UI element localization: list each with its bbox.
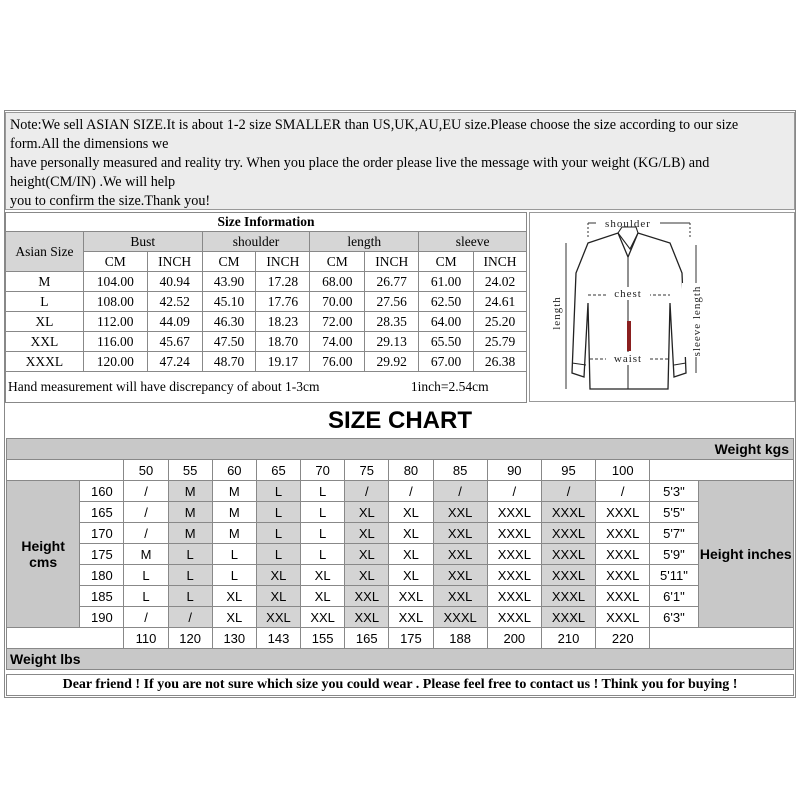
size-label: XXXL (6, 352, 84, 372)
height-inch-value: 5'3" (650, 481, 698, 502)
height-cm-value: 175 (80, 544, 124, 565)
size-cell: XXXL (487, 544, 541, 565)
size-label: L (6, 292, 84, 312)
weight-kg-header: 65 (256, 460, 300, 481)
size-cell: XXL (389, 586, 433, 607)
size-cell: XL (301, 565, 345, 586)
size-label: XL (6, 312, 84, 332)
measurement-value: 29.92 (365, 352, 419, 372)
weight-kg-header: 95 (541, 460, 595, 481)
size-cell: XL (345, 502, 389, 523)
size-cell: XXXL (596, 607, 650, 628)
measurement-value: 45.10 (202, 292, 256, 312)
height-cm-value: 165 (80, 502, 124, 523)
size-label: M (6, 272, 84, 292)
size-cell: XXL (433, 523, 487, 544)
size-cell: XXL (389, 607, 433, 628)
size-info-footnote (6, 372, 527, 403)
size-cell: XL (212, 607, 256, 628)
size-cell: L (301, 544, 345, 565)
group-header-sleeve: sleeve (419, 232, 527, 252)
measurement-value: 68.00 (310, 272, 365, 292)
measurement-value: 18.70 (256, 332, 310, 352)
unit-header: INCH (256, 252, 310, 272)
weight-kg-header: 85 (433, 460, 487, 481)
weight-kg-header: 90 (487, 460, 541, 481)
unit-header: INCH (147, 252, 202, 272)
size-cell: M (168, 502, 212, 523)
size-cell: L (301, 523, 345, 544)
size-cell: XXXL (541, 607, 595, 628)
group-header-shoulder: shoulder (202, 232, 310, 252)
size-chart-row (7, 565, 794, 586)
weight-kg-header: 100 (596, 460, 650, 481)
measurement-value: 45.67 (147, 332, 202, 352)
inch-conversion: 1inch=2.54cm (410, 379, 489, 394)
size-cell: XXXL (487, 502, 541, 523)
measurement-value: 25.79 (474, 332, 527, 352)
size-cell: XXXL (541, 586, 595, 607)
size-cell: L (301, 481, 345, 502)
group-header-length: length (310, 232, 419, 252)
note-line-1: Note:We sell ASIAN SIZE.It is about 1-2 size SMALLER than US,UK,AU,EU size.Please choose the size according to our size form.All the dimensions we (10, 117, 739, 152)
group-header-bust: Bust (83, 232, 202, 252)
size-cell: XL (389, 565, 433, 586)
size-cell: XXXL (487, 565, 541, 586)
size-cell: XXL (256, 607, 300, 628)
size-cell: XXXL (433, 607, 487, 628)
size-info-row (6, 352, 527, 372)
size-cell: / (168, 607, 212, 628)
height-cm-value: 160 (80, 481, 124, 502)
note-line-2: have personally measured and reality try. When you place the order please live the message with your weight (KG/LB) and height(CM/IN) .We will help (10, 155, 710, 190)
size-cell: L (212, 544, 256, 565)
height-cm-value: 190 (80, 607, 124, 628)
size-cell: L (168, 544, 212, 565)
height-inch-value: 5'9" (650, 544, 698, 565)
size-cell: / (124, 481, 168, 502)
size-cell: M (212, 523, 256, 544)
size-info-row (6, 292, 527, 312)
size-cell: L (256, 502, 300, 523)
weight-kgs-label: Weight kgs (7, 439, 794, 460)
size-cell: XL (256, 565, 300, 586)
size-cell: XXXL (487, 607, 541, 628)
asian-size-header: Asian Size (6, 232, 84, 272)
size-cell: XXXL (596, 523, 650, 544)
size-cell: L (256, 544, 300, 565)
size-cell: / (124, 523, 168, 544)
weight-lb-header: 165 (345, 628, 389, 649)
measurement-value: 112.00 (83, 312, 147, 332)
measurement-value: 24.61 (474, 292, 527, 312)
weight-lb-header: 110 (124, 628, 168, 649)
shirt-diagram-svg (530, 213, 794, 401)
size-cell: XL (345, 565, 389, 586)
size-chart-row (7, 544, 794, 565)
weight-kg-header: 75 (345, 460, 389, 481)
size-cell: XL (389, 502, 433, 523)
measurement-value: 108.00 (83, 292, 147, 312)
height-inch-value: 5'7" (650, 523, 698, 544)
weight-lbs-label: Weight lbs (7, 649, 794, 670)
size-cell: L (212, 565, 256, 586)
size-chart-row (7, 481, 794, 502)
size-cell: XXXL (596, 544, 650, 565)
size-chart-row (7, 523, 794, 544)
measurement-value: 28.35 (365, 312, 419, 332)
size-cell: M (168, 481, 212, 502)
size-info-row (6, 332, 527, 352)
size-info-row (6, 272, 527, 292)
measurement-value: 42.52 (147, 292, 202, 312)
size-chart-title: SIZE CHART (328, 407, 472, 434)
size-cell: XXXL (596, 502, 650, 523)
measurement-value: 64.00 (419, 312, 474, 332)
measurement-value: 18.23 (256, 312, 310, 332)
measurement-value: 29.13 (365, 332, 419, 352)
size-cell: L (168, 565, 212, 586)
measurement-value: 104.00 (83, 272, 147, 292)
size-cell: XL (212, 586, 256, 607)
unit-header: INCH (365, 252, 419, 272)
size-chart-row (7, 586, 794, 607)
size-cell: M (212, 502, 256, 523)
size-cell: / (124, 502, 168, 523)
size-cell: XXXL (487, 586, 541, 607)
lbs-row-spacer-right (650, 628, 794, 649)
measurement-value: 27.56 (365, 292, 419, 312)
size-cell: / (433, 481, 487, 502)
measurement-value: 48.70 (202, 352, 256, 372)
size-cell: / (124, 607, 168, 628)
size-cell: M (124, 544, 168, 565)
weight-kg-header: 60 (212, 460, 256, 481)
height-cm-value: 180 (80, 565, 124, 586)
size-label: XXL (6, 332, 84, 352)
size-cell: L (256, 523, 300, 544)
size-cell: XXL (301, 607, 345, 628)
measurement-value: 19.17 (256, 352, 310, 372)
size-chart-row (7, 502, 794, 523)
size-cell: XXL (433, 502, 487, 523)
size-cell: XXXL (596, 565, 650, 586)
size-cell: XXL (433, 565, 487, 586)
chest-label: chest (614, 288, 642, 300)
height-cms-label: Height cms (7, 481, 80, 628)
measurement-value: 116.00 (83, 332, 147, 352)
size-cell: XXL (433, 544, 487, 565)
measurement-value: 25.20 (474, 312, 527, 332)
weight-lb-header: 220 (596, 628, 650, 649)
height-cm-value: 185 (80, 586, 124, 607)
size-cell: L (301, 502, 345, 523)
height-inch-value: 5'5" (650, 502, 698, 523)
size-chart-row (7, 607, 794, 628)
size-cell: XXL (433, 586, 487, 607)
measurement-value: 17.76 (256, 292, 310, 312)
measurement-value: 43.90 (202, 272, 256, 292)
weight-kg-header: 50 (124, 460, 168, 481)
size-cell: XXXL (541, 502, 595, 523)
size-cell: XXL (345, 586, 389, 607)
height-inch-value: 5'11" (650, 565, 698, 586)
measurement-value: 47.24 (147, 352, 202, 372)
height-inch-value: 6'3" (650, 607, 698, 628)
weight-kg-header: 55 (168, 460, 212, 481)
size-info-title: Size Information (6, 213, 527, 232)
weight-lb-header: 130 (212, 628, 256, 649)
size-cell: / (541, 481, 595, 502)
size-cell: L (124, 586, 168, 607)
size-cell: XL (345, 544, 389, 565)
size-cell: XL (389, 523, 433, 544)
size-cell: XL (256, 586, 300, 607)
measurement-value: 76.00 (310, 352, 365, 372)
measurement-value: 67.00 (419, 352, 474, 372)
size-cell: XXL (345, 607, 389, 628)
measurement-value: 61.00 (419, 272, 474, 292)
weight-lb-header: 175 (389, 628, 433, 649)
size-cell: XXXL (541, 544, 595, 565)
weight-lb-header: 210 (541, 628, 595, 649)
measurement-value: 46.30 (202, 312, 256, 332)
size-cell: XXXL (487, 523, 541, 544)
size-cell: XL (301, 586, 345, 607)
lbs-row-spacer (7, 628, 124, 649)
weight-lb-header: 200 (487, 628, 541, 649)
measurement-value: 26.77 (365, 272, 419, 292)
measurement-value: 40.94 (147, 272, 202, 292)
size-note (5, 112, 795, 210)
weight-lb-header: 188 (433, 628, 487, 649)
size-cell: L (256, 481, 300, 502)
weight-kg-header: 80 (389, 460, 433, 481)
sleeve-length-label: sleeve length (691, 285, 703, 357)
size-cell: M (212, 481, 256, 502)
measurement-note: Hand measurement will have discrepancy of about 1-3cm (8, 379, 320, 394)
unit-header: CM (202, 252, 256, 272)
length-label: length (551, 296, 563, 330)
measurement-value: 62.50 (419, 292, 474, 312)
weight-lb-header: 155 (301, 628, 345, 649)
size-information-table (5, 212, 527, 403)
height-cm-value: 170 (80, 523, 124, 544)
height-inch-value: 6'1" (650, 586, 698, 607)
shirt-measurement-diagram (529, 212, 795, 402)
measurement-value: 47.50 (202, 332, 256, 352)
footer-message: Dear friend ! If you are not sure which size you could wear . Please feel free to contact us ! Think you for buying ! (6, 674, 794, 696)
unit-header: CM (419, 252, 474, 272)
size-cell: / (389, 481, 433, 502)
waist-label: waist (613, 353, 643, 365)
measurement-value: 70.00 (310, 292, 365, 312)
size-cell: XXXL (541, 523, 595, 544)
size-cell: XL (389, 544, 433, 565)
size-cell: XXXL (541, 565, 595, 586)
kgs-row-spacer-right (650, 460, 794, 481)
size-cell: XL (345, 523, 389, 544)
size-chart-table (6, 438, 794, 670)
size-cell: / (487, 481, 541, 502)
size-cell: XXXL (596, 586, 650, 607)
size-cell: / (596, 481, 650, 502)
shoulder-label: shoulder (605, 218, 651, 230)
unit-header: INCH (474, 252, 527, 272)
unit-header: CM (310, 252, 365, 272)
measurement-value: 24.02 (474, 272, 527, 292)
measurement-value: 74.00 (310, 332, 365, 352)
measurement-value: 44.09 (147, 312, 202, 332)
weight-lb-header: 120 (168, 628, 212, 649)
weight-kg-header: 70 (301, 460, 345, 481)
kgs-row-spacer (7, 460, 124, 481)
unit-header: CM (83, 252, 147, 272)
measurement-value: 17.28 (256, 272, 310, 292)
weight-lb-header: 143 (256, 628, 300, 649)
measurement-value: 26.38 (474, 352, 527, 372)
size-cell: / (345, 481, 389, 502)
note-line-3: you to confirm the size.Thank you! (10, 193, 211, 209)
size-cell: L (168, 586, 212, 607)
size-cell: L (124, 565, 168, 586)
measurement-value: 120.00 (83, 352, 147, 372)
shirt-outline-icon (572, 233, 686, 389)
height-inches-label: Height inches (698, 481, 794, 628)
size-cell: M (168, 523, 212, 544)
size-info-row (6, 312, 527, 332)
measurement-value: 65.50 (419, 332, 474, 352)
measurement-value: 72.00 (310, 312, 365, 332)
